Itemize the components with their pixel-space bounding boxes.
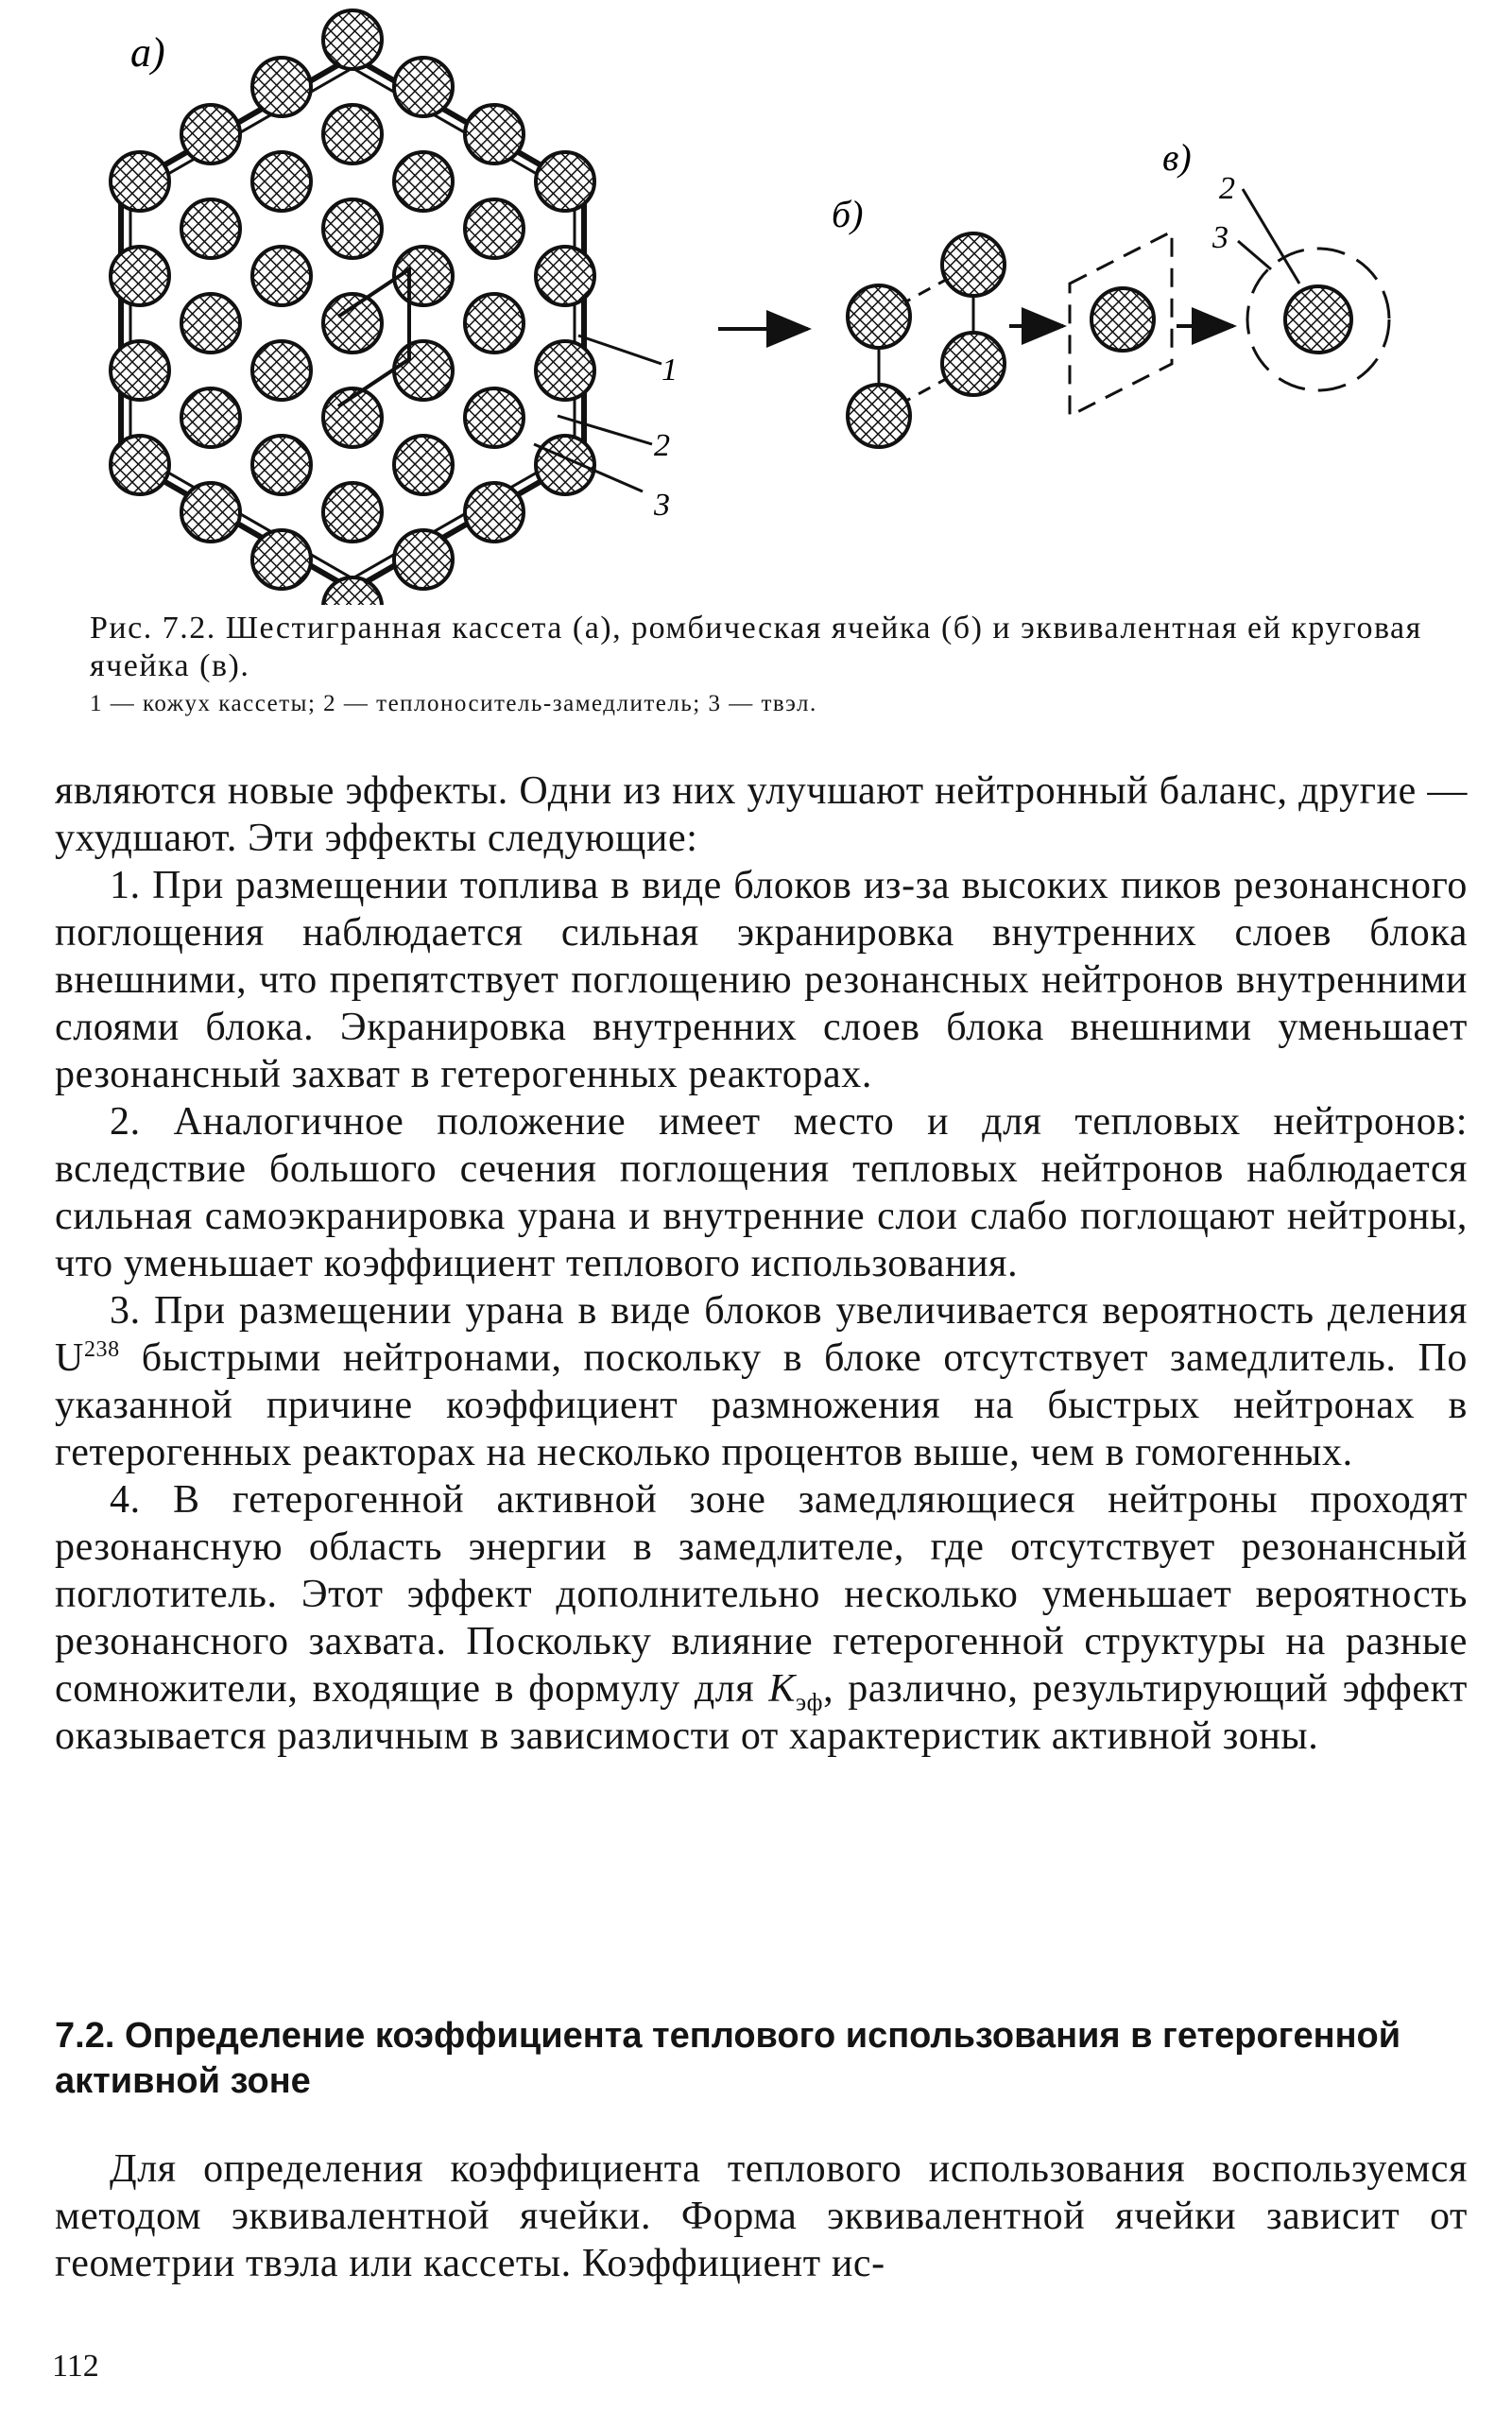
paragraph-0: являются новые эффекты. Одни из них улучшают нейтронный баланс, другие — ухудшают. Эти эффекты следующие: <box>55 769 1468 860</box>
callout-2: 2 <box>654 428 670 463</box>
fuel-rod <box>252 530 311 589</box>
rhombic-rod-2 <box>942 233 1005 296</box>
fuel-rod <box>323 105 382 164</box>
fuel-rod <box>394 436 453 494</box>
panel-a-label: а) <box>130 29 165 76</box>
page-number: 112 <box>52 2349 99 2384</box>
fuel-rod <box>181 388 240 447</box>
fuel-rod <box>181 105 240 164</box>
paragraph-3 <box>55 1287 1468 1476</box>
figure-caption <box>90 610 1432 723</box>
fuel-rod <box>252 58 311 116</box>
circular-cell-rod <box>1285 286 1351 353</box>
fuel-rod <box>323 10 382 69</box>
fuel-rod <box>111 247 169 305</box>
section-paragraph: Для определения коэффициента теплового использования воспользуемся методом эквивалентной ячейки. Форма эквивалентной ячейки зависит от геометрии твэла или кассеты. Коэффициент ис- <box>55 2147 1468 2285</box>
panel-b-label: б) <box>832 193 864 235</box>
fuel-rod <box>536 247 594 305</box>
body-text <box>55 767 1468 1760</box>
fuel-rod <box>111 341 169 400</box>
fuel-rod <box>111 436 169 494</box>
callout-3: 3 <box>654 488 670 523</box>
callout-c3: 3 <box>1212 220 1228 255</box>
paragraph-4-part-2: , различно, результирующий эффект оказывается различным в зависимости от характеристик активной зоны. <box>55 1667 1468 1758</box>
fuel-rod <box>465 199 524 258</box>
rhombic-rod-4 <box>848 385 910 447</box>
fuel-rod <box>323 483 382 542</box>
fuel-rod <box>181 199 240 258</box>
paragraph-1: 1. При размещении топлива в виде блоков из-за высоких пиков резонансного поглощения наблюдается сильная экранировка внутренних слоев блока внешними, что препятствует поглощению резонансных нейтронов внутренними слоями блока. Экранировка внутренних слоев блока внешними уменьшает резонансный захват в гетерогенных реакторах. <box>55 864 1468 1096</box>
fuel-rod <box>323 294 382 353</box>
callout-c2: 2 <box>1219 171 1235 206</box>
figure-7-2 <box>0 0 1512 605</box>
fuel-rod <box>465 105 524 164</box>
caption-main: Рис. 7.2. Шестигранная кассета (а), ромбическая ячейка (б) и эквивалентная ей круговая ячейка (в). <box>90 611 1422 683</box>
fuel-rod <box>465 388 524 447</box>
fuel-rod <box>394 58 453 116</box>
fuel-rod <box>536 436 594 494</box>
fuel-rod <box>394 341 453 400</box>
section-heading: 7.2. Определение коэффициента теплового использования в гетерогенной активной зоне <box>55 2016 1401 2101</box>
isotope-mass-number: 238 <box>83 1337 120 1362</box>
paragraph-4-part-1: 4. В гетерогенной активной зоне замедляющиеся нейтроны проходят резонансную область энергии в замедлителе, где отсутствует резонансный поглотитель. Этот эффект дополнительно несколько уменьшает вероятность резонансного захвата. Поскольку влияние гетерогенной структуры на разные сомножители, входящие в формулу для <box>55 1478 1468 1711</box>
fuel-rod <box>181 294 240 353</box>
fuel-rod <box>394 152 453 211</box>
rhombic-rod-1 <box>848 285 910 348</box>
fuel-rod <box>111 152 169 211</box>
k-subscript: эф <box>796 1688 824 1716</box>
fuel-rod <box>394 247 453 305</box>
section-body <box>55 2145 1468 2287</box>
fuel-rod <box>252 341 311 400</box>
rhombus-rod <box>1091 288 1154 351</box>
figure-drawing <box>0 0 1512 605</box>
rhombic-rod-3 <box>942 333 1005 395</box>
fuel-rod <box>465 294 524 353</box>
fuel-rod <box>536 152 594 211</box>
fuel-rod <box>181 483 240 542</box>
fuel-rod <box>536 341 594 400</box>
fuel-rod <box>323 199 382 258</box>
paragraph-4 <box>55 1476 1468 1760</box>
fuel-rod <box>323 577 382 605</box>
panel-c-label: в) <box>1162 136 1192 179</box>
fuel-rod <box>465 483 524 542</box>
fuel-rod <box>394 530 453 589</box>
fuel-rod <box>252 436 311 494</box>
k-symbol: K <box>768 1667 797 1711</box>
caption-legend: 1 — кожух кассеты; 2 — теплоноситель-замедлитель; 3 — твэл. <box>90 691 817 716</box>
paragraph-3-part-1: 3. При размещении урана в виде блоков увеличивается вероятность деления U <box>55 1289 1468 1380</box>
fuel-rod <box>252 247 311 305</box>
paragraph-2: 2. Аналогичное положение имеет место и для тепловых нейтронов: вследствие большого сечения поглощения тепловых нейтронов наблюдается сильная самоэкранировка урана и внутренние слои слабо поглощают нейтроны, что уменьшает коэффициент теплового использования. <box>55 1100 1468 1285</box>
fuel-rod <box>252 152 311 211</box>
callout-1: 1 <box>662 353 678 387</box>
paragraph-3-part-2: быстрыми нейтронами, поскольку в блоке отсутствует замедлитель. По указанной причине коэффициент размножения на быстрых нейтронах в гетерогенных реакторах на несколько процентов выше, чем в гомогенных. <box>55 1336 1468 1474</box>
